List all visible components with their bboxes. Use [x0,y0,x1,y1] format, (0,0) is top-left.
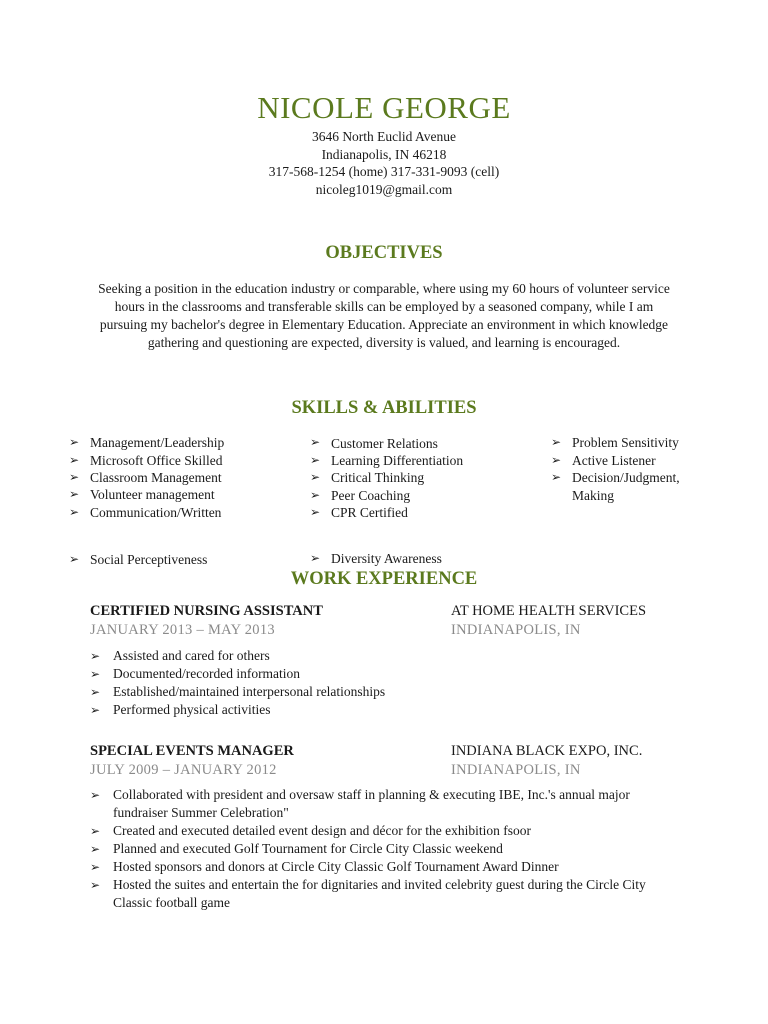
contact-block [0,128,768,198]
candidate-name: NICOLE GEORGE [257,90,511,125]
skills-heading: SKILLS & ABILITIES [291,398,477,418]
arrow-bullet-icon: ➢ [69,470,80,484]
arrow-bullet-icon: ➢ [310,435,321,449]
arrow-bullet-icon: ➢ [90,788,101,802]
employer-name: INDIANA BLACK EXPO, INC. [451,743,643,759]
skill-item: Volunteer management [90,487,215,502]
arrow-bullet-icon: ➢ [310,505,321,519]
arrow-bullet-icon: ➢ [551,470,562,484]
arrow-bullet-icon: ➢ [69,505,80,519]
skill-item: Learning Differentiation [331,453,464,468]
duty-text: Established/maintained interpersonal relationships [113,684,386,699]
duty-item [90,822,680,840]
skill-item: Peer Coaching [331,488,411,503]
duty-text: Assisted and cared for others [113,648,270,663]
arrow-bullet-icon: ➢ [90,649,101,663]
job-dates: JANUARY 2013 – MAY 2013 [90,622,275,638]
job-dates: JULY 2009 – JANUARY 2012 [90,762,277,778]
skill-item: Active Listener [572,453,656,468]
skill-item: Social Perceptiveness [90,552,208,567]
job-title: CERTIFIED NURSING ASSISTANT [90,603,323,619]
job-title: SPECIAL EVENTS MANAGER [90,743,294,759]
arrow-bullet-icon: ➢ [90,824,101,838]
arrow-bullet-icon: ➢ [551,435,562,449]
skill-item: Diversity Awareness [331,551,442,566]
arrow-bullet-icon: ➢ [69,487,80,501]
arrow-bullet-icon: ➢ [90,685,101,699]
arrow-bullet-icon: ➢ [310,488,321,502]
duty-item [90,786,680,822]
duty-item [90,647,690,665]
employer-name: AT HOME HEALTH SERVICES [451,603,647,619]
skill-item: Management/Leadership [90,435,225,450]
duty-item [90,701,690,719]
duty-list [90,647,690,719]
arrow-bullet-icon: ➢ [69,552,80,566]
duty-item [90,840,680,858]
duty-list [90,786,680,912]
duty-text: Planned and executed Golf Tournament for Circle City Classic weekend [113,841,503,856]
arrow-bullet-icon: ➢ [310,470,321,484]
duty-text: Hosted the suites and entertain the for dignitaries and invited celebrity guest during the Circle City Classic football game [113,877,646,910]
arrow-bullet-icon: ➢ [90,878,101,892]
skill-item: Microsoft Office Skilled [90,453,223,468]
phone-numbers: 317-568-1254 (home) 317-331-9093 (cell) [268,164,500,179]
skill-item: Problem Sensitivity [572,435,679,450]
arrow-bullet-icon: ➢ [90,667,101,681]
arrow-bullet-icon: ➢ [69,453,80,467]
arrow-bullet-icon: ➢ [90,842,101,856]
duty-text: Performed physical activities [113,702,271,717]
skill-item: Classroom Management [90,470,222,485]
arrow-bullet-icon: ➢ [310,551,321,565]
arrow-bullet-icon: ➢ [90,860,101,874]
duty-item [90,665,690,683]
skill-item: Communication/Written [90,505,222,520]
arrow-bullet-icon: ➢ [310,453,321,467]
job-location: INDIANAPOLIS, IN [451,762,581,778]
duty-text: Documented/recorded information [113,666,301,681]
duty-text: Created and executed detailed event design and décor for the exhibition fsoor [113,823,531,838]
duty-item [90,858,680,876]
job-location: INDIANAPOLIS, IN [451,622,581,638]
skill-item: Customer Relations [331,436,438,451]
duty-text: Hosted sponsors and donors at Circle City Classic Golf Tournament Award Dinner [113,859,559,874]
arrow-bullet-icon: ➢ [90,703,101,717]
skill-item: CPR Certified [331,505,408,520]
work-experience-heading: WORK EXPERIENCE [290,569,478,589]
duty-text: Collaborated with president and oversaw staff in planning & executing IBE, Inc.'s annual major fundraiser Summer Celebration" [113,787,630,820]
arrow-bullet-icon: ➢ [551,453,562,467]
address-line-2: Indianapolis, IN 46218 [321,146,447,162]
skill-item: Critical Thinking [331,470,425,485]
objectives-text: Seeking a position in the education industry or comparable, where using my 60 hours of volunteer service hours in the classrooms and transferable skills can be employed by a seasoned company, while I am pursuing my bachelor's degree in Elementary Education. Appreciate an environment in which knowledge gathering and questioning are expected, diversity is valued, and learning is encouraged. [98,281,670,350]
email-address[interactable]: nicoleg1019@gmail.com [315,181,453,197]
skill-item: Decision/Judgment, [572,470,680,485]
address-line-1: 3646 North Euclid Avenue [311,129,457,144]
duty-item [90,876,680,912]
duty-item [90,683,690,701]
skill-item-continuation: Making [572,488,614,503]
arrow-bullet-icon: ➢ [69,435,80,449]
objectives-heading: OBJECTIVES [325,243,443,263]
